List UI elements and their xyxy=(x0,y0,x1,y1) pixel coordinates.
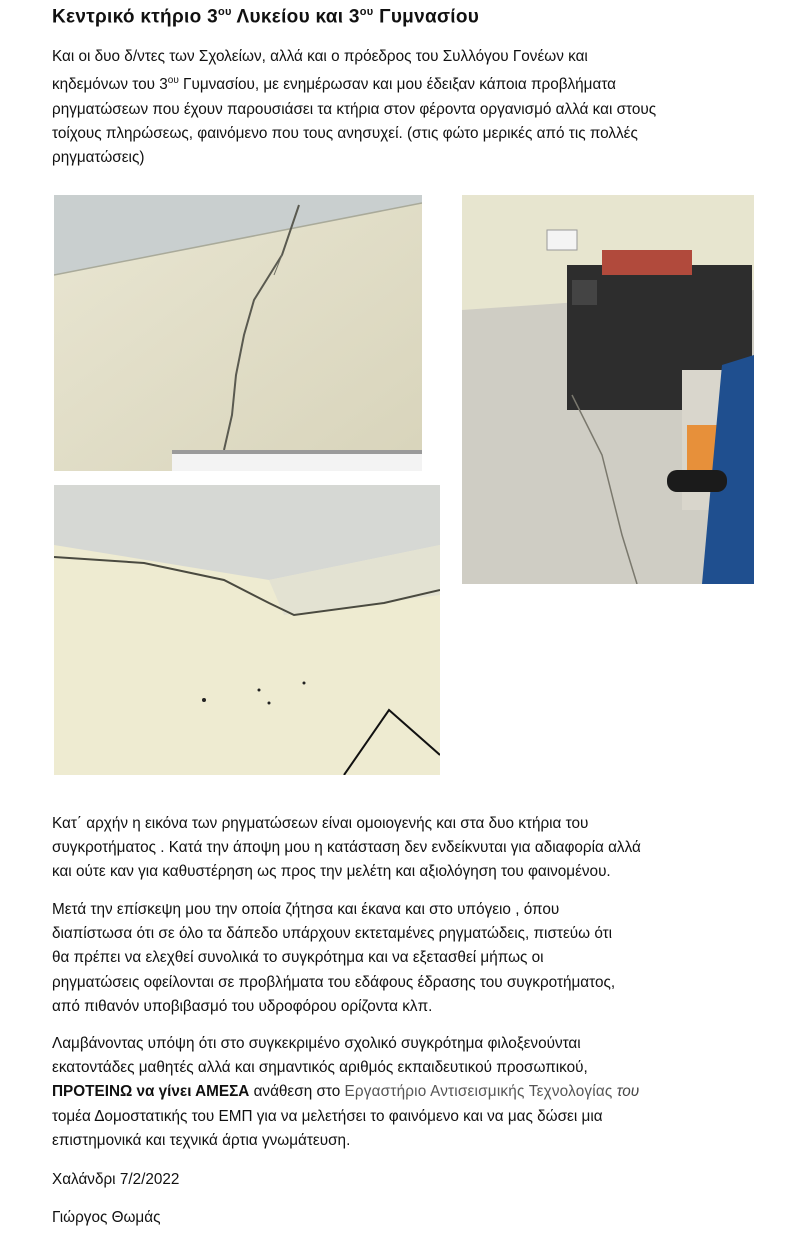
proposal-paragraph: Λαμβάνοντας υπόψη ότι στο συγκεκριμένο σχολικό συγκρότημα φιλοξενούνται εκατοντάδες μαθητές αλλά και σημαντικός αριθμός εκπαιδευτικού προσωπικού, ΠΡΟΤΕΙΝΩ να γίνει ΑΜΕΣΑ ανάθεση στο Εργαστήριο Αντισεισμικής Τεχνολογίας του τομέα Δομοστατικής του ΕΜΠ για να μελετήσει το φαινόμενο και να μας δώσει μια επιστημονικά και τεχνικά άρτια γνωμάτευση. xyxy=(52,1035,640,1149)
lab-name: Εργαστήριο Αντισεισμικής Τεχνολογίας xyxy=(344,1083,613,1101)
basement-paragraph: Μετά την επίσκεψη μου την οποία ζήτησα και έκανα και στο υπόγειο , όπου διαπίστωσα ότι σε όλο τα δάπεδο υπάρχουν εκτεταμένες ρηγματώδεις, πιστεύω ότι θα πρέπει να ελεχθεί συνολικά το συγκρότημα και να εξετασθεί μήπως οι ρηγματώσεις οφείλονται σε προβλήματα του εδάφους έδρασης του συγκροτήματος, από πιθανόν υποβιβασμό του υδροφόρου ορίζοντα κλπ. xyxy=(52,901,616,1015)
intro-paragraph: Και οι δυο δ/ντες των Σχολείων, αλλά και ο πρόεδρος του Συλλόγου Γονέων και κηδεμόνων του $3^{o\upsilon}$ Γυμνασίου, με ενημέρωσαν και μου έδειξαν κάποια προβλήματα ρηγματώσεων που έχουν παρουσιάσει τα κτήρια στον φέροντα οργανισμό αλλά και στους τοίχους πληρώσεως, φαινόμενο που τους ανησυχεί. (στις φώτο μερικές από τις πολλές ρηγματώσεις) xyxy=(52,48,657,166)
page-title: Κεντρικό κτήριο $3^{o\upsilon}$ Λυκείου και $3^{o\upsilon}$ Γυμνασίου xyxy=(52,6,480,28)
place-date: Χαλάνδρι 7/2/2022 xyxy=(52,1171,180,1188)
proposal-emphasis: ΠΡΟΤΕΙΝΩ να γίνει ΑΜΕΣΑ xyxy=(52,1083,250,1101)
signature-name: Γιώργος Θωμάς xyxy=(52,1209,161,1226)
floor-crack-photo xyxy=(462,195,754,584)
assessment-paragraph: Κατ΄ αρχήν η εικόνα των ρηγματώσεων είναι ομοιογενής και στα δυο κτήρια του συγκροτήματος . Κατά την άποψη μου η κατάσταση δεν ενδείκνυται για αδιαφορία αλλά και ούτε καν για καθυστέρηση ως προς την μελέτη και αξιολόγηση του φαινομένου. xyxy=(52,815,641,881)
wall-crack-photo-1 xyxy=(54,195,422,471)
ceiling-crack-photo xyxy=(54,485,440,775)
